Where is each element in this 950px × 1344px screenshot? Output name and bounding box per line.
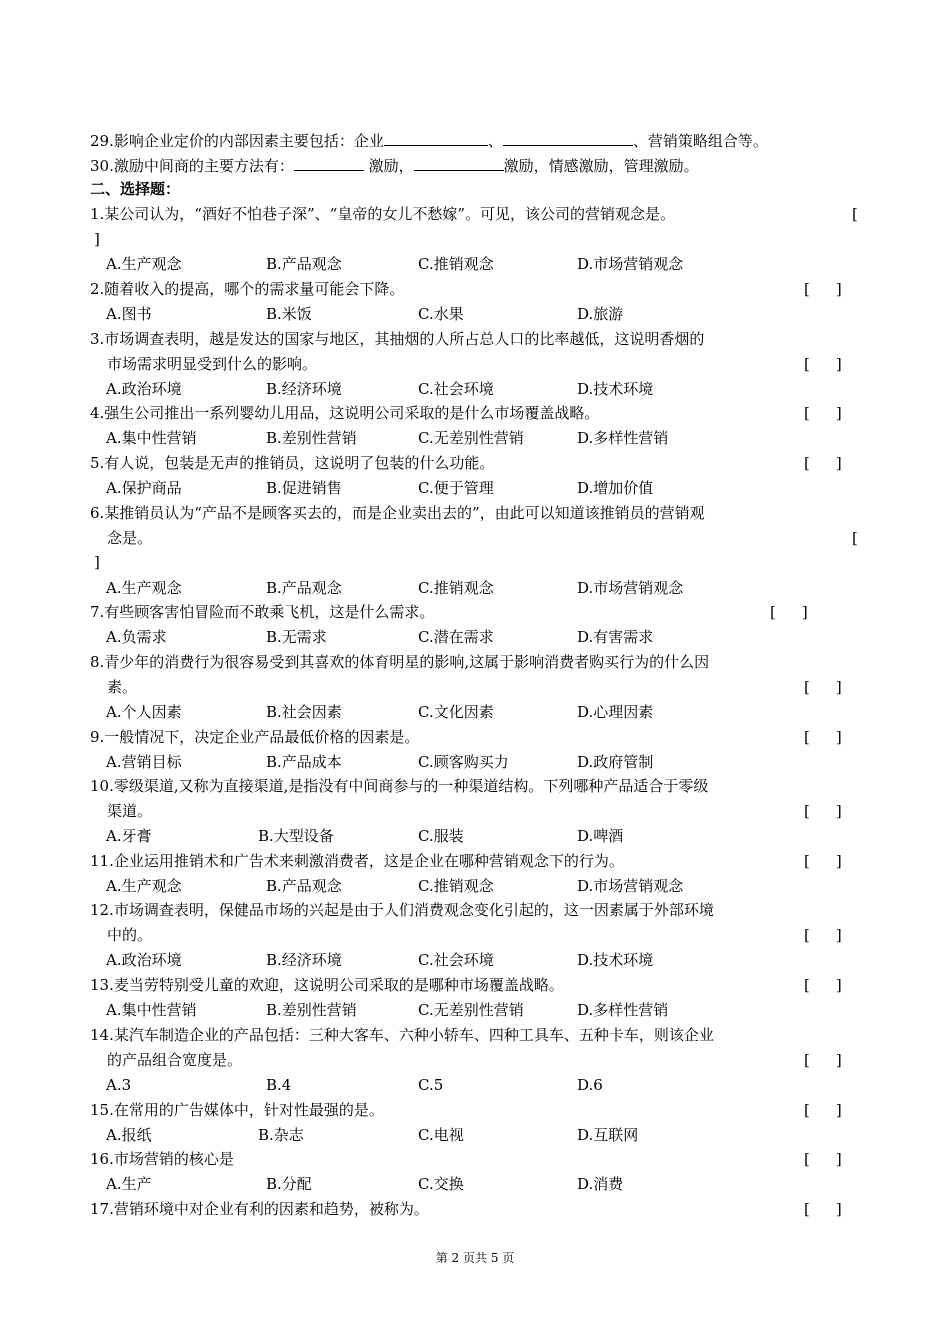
question-5-answer-bracket[interactable]: [804, 454, 842, 472]
q30-prefix: 30.激励中间商的主要方法有：: [90, 157, 294, 175]
question-11-option-A: A.生产观念: [106, 877, 182, 895]
question-10-option-D: D.啤酒: [577, 827, 624, 845]
question-3-stem: 3.市场调查表明，越是发达的国家与地区，其抽烟的人所占总人口的比率越低，这说明香烟的: [90, 330, 705, 348]
question-4-answer-bracket[interactable]: [804, 404, 842, 422]
question-10-stem-continued: 渠道。: [107, 802, 153, 820]
bracket-open: [: [804, 454, 810, 472]
question-9-option-C: C.顾客购买力: [418, 753, 509, 771]
q29-suffix: 、营销策略组合等。: [632, 132, 768, 150]
question-12-option-D: D.技术环境: [577, 951, 654, 969]
question-8-stem: 8.青少年的消费行为很容易受到其喜欢的体育明星的影响,这属于影响消费者购买行为的什么因: [90, 653, 710, 671]
question-15-option-A: A.报纸: [106, 1126, 152, 1144]
section-title: 二、选择题：: [90, 180, 181, 198]
question-11-answer-bracket[interactable]: [804, 852, 842, 870]
question-2-answer-bracket[interactable]: [804, 280, 842, 298]
question-10-option-B: B.大型设备: [258, 827, 334, 845]
fill-question-30: [90, 155, 699, 175]
question-15-option-D: D.互联网: [577, 1126, 639, 1144]
bracket-open: [: [804, 1200, 810, 1218]
question-7-option-A: A.负需求: [106, 628, 167, 646]
question-4-option-B: B.差别性营销: [266, 429, 357, 447]
question-12-option-C: C.社会环境: [418, 951, 494, 969]
question-9-option-D: D.政府管制: [577, 753, 654, 771]
q30-mid: 激励，: [363, 157, 414, 175]
question-2-option-C: C.水果: [418, 305, 464, 323]
question-10-stem: 10.零级渠道,又称为直接渠道,是指没有中间商参与的一种渠道结构。下列哪种产品适合于零级: [90, 777, 709, 795]
question-11-stem: 11.企业运用推销术和广告术来刺激消费者，这是企业在哪种营销观念下的行为。: [90, 852, 624, 870]
question-16-option-A: A.生产: [106, 1175, 152, 1193]
question-16-answer-bracket[interactable]: [804, 1150, 842, 1168]
q30-blank-2: [414, 155, 504, 171]
question-9-stem: 9.一般情况下，决定企业产品最低价格的因素是。: [90, 728, 420, 746]
bracket-close: ]: [835, 678, 842, 696]
question-9-answer-bracket[interactable]: [804, 728, 842, 746]
question-8-option-B: B.社会因素: [266, 703, 342, 721]
bracket-open: [: [804, 678, 810, 696]
bracket-open: [: [804, 926, 810, 944]
question-10-option-C: C.服装: [418, 827, 464, 845]
question-3-option-B: B.经济环境: [266, 380, 342, 398]
question-2-option-D: D.旅游: [577, 305, 624, 323]
question-6-option-C: C.推销观念: [418, 579, 494, 597]
question-12-answer-bracket[interactable]: [804, 926, 842, 944]
q29-blank-2: [503, 130, 633, 146]
bracket-close: ]: [835, 1051, 842, 1069]
bracket-open: [: [804, 280, 810, 298]
bracket-close: ]: [835, 1200, 842, 1218]
question-8-option-C: C.文化因素: [418, 703, 494, 721]
question-14-answer-bracket[interactable]: [804, 1051, 842, 1069]
question-1-option-A: A.生产观念: [106, 255, 182, 273]
bracket-close: ]: [835, 355, 842, 373]
q30-suffix: 激励，情感激励，管理激励。: [503, 157, 699, 175]
question-3-stem-continued: 市场需求明显受到什么的影响。: [107, 355, 318, 373]
question-7-option-B: B.无需求: [266, 628, 327, 646]
question-13-option-C: C.无差别性营销: [418, 1001, 524, 1019]
question-16-option-B: B.分配: [266, 1175, 312, 1193]
question-5-stem: 5.有人说，包装是无声的推销员，这说明了包装的什么功能。: [90, 454, 495, 472]
question-5-option-C: C.便于管理: [418, 479, 494, 497]
question-4-option-C: C.无差别性营销: [418, 429, 524, 447]
question-17-stem: 17.营销环境中对企业有利的因素和趋势，被称为。: [90, 1200, 429, 1218]
question-12-option-A: A.政治环境: [106, 951, 182, 969]
question-5-option-A: A.保护商品: [106, 479, 182, 497]
question-2-option-A: A.图书: [106, 305, 152, 323]
question-3-answer-bracket[interactable]: [804, 355, 842, 373]
question-3-option-A: A.政治环境: [106, 380, 182, 398]
question-10-option-A: A.牙膏: [106, 827, 152, 845]
bracket-open: [: [804, 1101, 810, 1119]
question-7-stem: 7.有些顾客害怕冒险而不敢乘飞机，这是什么需求。: [90, 603, 435, 621]
question-11-option-C: C.推销观念: [418, 877, 494, 895]
question-14-option-A: A.3: [106, 1076, 132, 1094]
q30-blank-1: [294, 155, 364, 171]
bracket-open: [: [804, 1150, 810, 1168]
question-1-option-B: B.产品观念: [266, 255, 342, 273]
question-15-stem: 15.在常用的广告媒体中，针对性最强的是。: [90, 1101, 384, 1119]
question-8-answer-bracket[interactable]: [804, 678, 842, 696]
question-14-option-D: D.6: [577, 1076, 603, 1094]
question-1-option-C: C.推销观念: [418, 255, 494, 273]
question-6-stem-continued: 念是。: [107, 529, 153, 547]
bracket-close: ]: [835, 280, 842, 298]
question-14-stem: 14.某汽车制造企业的产品包括：三种大客车、六种小轿车、四种工具车、五种卡车，则该企业: [90, 1026, 714, 1044]
question-3-option-D: D.技术环境: [577, 380, 654, 398]
question-13-stem: 13.麦当劳特别受儿童的欢迎，这说明公司采取的是哪种市场覆盖战略。: [90, 976, 564, 994]
question-6-option-D: D.市场营销观念: [577, 579, 684, 597]
bracket-close: ]: [835, 728, 842, 746]
question-4-option-A: A.集中性营销: [106, 429, 197, 447]
question-14-option-C: C.5: [418, 1076, 444, 1094]
question-16-option-C: C.交换: [418, 1175, 464, 1193]
question-6-stem: 6.某推销员认为“产品不是顾客买去的，而是企业卖出去的”，由此可以知道该推销员的营销观: [90, 504, 705, 522]
bracket-open: [: [804, 852, 810, 870]
question-3-option-C: C.社会环境: [418, 380, 494, 398]
question-1-answer-bracket-close: ]: [94, 230, 100, 248]
question-2-option-B: B.米饭: [266, 305, 312, 323]
bracket-close: ]: [801, 603, 808, 621]
question-5-option-D: D.增加价值: [577, 479, 654, 497]
question-7-option-C: C.潜在需求: [418, 628, 494, 646]
bracket-close: ]: [835, 852, 842, 870]
q29-sep: 、: [487, 132, 503, 150]
bracket-open: [: [804, 976, 810, 994]
q29-blank-1: [384, 130, 488, 146]
page-footer: 第 2 页共 5 页: [435, 1251, 515, 1265]
bracket-open: [: [804, 355, 810, 373]
bracket-close: ]: [835, 976, 842, 994]
question-17-answer-bracket[interactable]: [804, 1200, 842, 1218]
question-13-option-B: B.差别性营销: [266, 1001, 357, 1019]
question-6-answer-bracket-open: [: [852, 529, 858, 547]
question-12-stem: 12.市场调查表明，保健品市场的兴起是由于人们消费观念变化引起的，这一因素属于外部环境: [90, 901, 714, 919]
question-8-stem-continued: 素。: [107, 678, 138, 696]
question-1-stem: 1.某公司认为，“酒好不怕巷子深”、“皇帝的女儿不愁嫁”。可见，该公司的营销观念是。: [90, 205, 675, 223]
bracket-open: [: [804, 728, 810, 746]
question-12-stem-continued: 中的。: [107, 926, 153, 944]
bracket-open: [: [770, 603, 776, 621]
question-13-option-D: D.多样性营销: [577, 1001, 669, 1019]
question-11-option-B: B.产品观念: [266, 877, 342, 895]
question-11-option-D: D.市场营销观念: [577, 877, 684, 895]
question-4-stem: 4.强生公司推出一系列婴幼儿用品，这说明公司采取的是什么市场覆盖战略。: [90, 404, 600, 422]
bracket-close: ]: [835, 926, 842, 944]
question-12-option-B: B.经济环境: [266, 951, 342, 969]
question-9-option-A: A.营销目标: [106, 753, 182, 771]
bracket-close: ]: [835, 404, 842, 422]
question-15-option-C: C.电视: [418, 1126, 464, 1144]
fill-question-29: [90, 130, 768, 150]
question-7-answer-bracket[interactable]: [770, 603, 808, 621]
question-16-stem: 16.市场营销的核心是: [90, 1150, 234, 1168]
bracket-open: [: [804, 1051, 810, 1069]
bracket-close: ]: [835, 1150, 842, 1168]
bracket-open: [: [804, 404, 810, 422]
question-1-option-D: D.市场营销观念: [577, 255, 684, 273]
question-6-option-A: A.生产观念: [106, 579, 182, 597]
question-6-answer-bracket-close: ]: [94, 553, 100, 571]
bracket-close: ]: [835, 802, 842, 820]
question-1-answer-bracket-open: [: [852, 205, 858, 223]
question-4-option-D: D.多样性营销: [577, 429, 669, 447]
q29-prefix: 29.影响企业定价的内部因素主要包括：企业: [90, 132, 384, 150]
question-8-option-D: D.心理因素: [577, 703, 654, 721]
question-8-option-A: A.个人因素: [106, 703, 182, 721]
bracket-close: ]: [835, 1101, 842, 1119]
bracket-open: [: [804, 802, 810, 820]
question-15-answer-bracket[interactable]: [804, 1101, 842, 1119]
question-15-option-B: B.杂志: [258, 1126, 304, 1144]
question-10-answer-bracket[interactable]: [804, 802, 842, 820]
question-6-option-B: B.产品观念: [266, 579, 342, 597]
question-13-answer-bracket[interactable]: [804, 976, 842, 994]
question-9-option-B: B.产品成本: [266, 753, 342, 771]
question-7-option-D: D.有害需求: [577, 628, 654, 646]
question-16-option-D: D.消费: [577, 1175, 624, 1193]
question-13-option-A: A.集中性营销: [106, 1001, 197, 1019]
question-14-option-B: B.4: [266, 1076, 292, 1094]
bracket-close: ]: [835, 454, 842, 472]
question-5-option-B: B.促进销售: [266, 479, 342, 497]
question-14-stem-continued: 的产品组合宽度是。: [107, 1051, 243, 1069]
question-2-stem: 2.随着收入的提高，哪个的需求量可能会下降。: [90, 280, 405, 298]
